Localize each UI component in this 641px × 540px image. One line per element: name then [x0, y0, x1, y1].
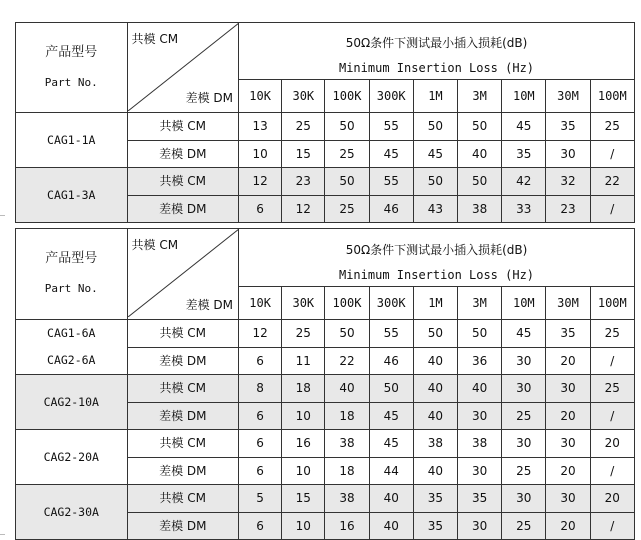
loss-value-cell: 44 — [369, 457, 413, 485]
loss-value-cell: 25 — [590, 375, 634, 403]
loss-value-cell: 25 — [325, 195, 369, 223]
loss-value-cell: 20 — [546, 347, 590, 375]
loss-value-cell: 46 — [369, 195, 413, 223]
loss-value-cell: 55 — [369, 168, 413, 196]
table-row — [16, 168, 635, 196]
loss-value-cell: 25 — [502, 402, 546, 430]
loss-value-cell: 55 — [369, 113, 413, 141]
loss-value-cell: 50 — [413, 168, 457, 196]
loss-value-cell: 30 — [546, 375, 590, 403]
loss-value-cell: 6 — [239, 430, 282, 458]
corner-cm-label: 共模 CM — [131, 238, 179, 252]
loss-value-cell: 35 — [502, 140, 546, 168]
loss-value-cell: 45 — [369, 402, 413, 430]
part-number-cell — [16, 430, 128, 485]
frequency-header-300k: 300K — [369, 80, 413, 113]
table-row — [16, 320, 635, 348]
loss-value-cell: 50 — [325, 320, 369, 348]
loss-value-cell: 25 — [502, 512, 546, 540]
frequency-header-30k: 30K — [282, 287, 325, 320]
part-number: CAG2-20A — [43, 450, 99, 464]
part-number-header-cn: 产品型号 — [45, 44, 98, 60]
part-number: CAG2-30A — [43, 505, 99, 519]
loss-value-cell: 45 — [502, 113, 546, 141]
mode-corner-header — [127, 23, 239, 113]
loss-value-cell: 50 — [413, 320, 457, 348]
loss-value-cell: 30 — [546, 140, 590, 168]
mode-dm-cell: 差模 DM — [127, 140, 239, 168]
loss-value-cell: 15 — [282, 485, 325, 513]
loss-value-cell: 38 — [458, 430, 502, 458]
loss-value-cell: 40 — [413, 347, 457, 375]
loss-value-cell: 50 — [458, 320, 502, 348]
part-number: CAG1-1A — [47, 133, 96, 147]
mode-dm-cell: 差模 DM — [127, 457, 239, 485]
loss-value-cell: 36 — [458, 347, 502, 375]
loss-value-cell: 35 — [458, 485, 502, 513]
frequency-header-1m: 1M — [413, 287, 457, 320]
edge-tick — [0, 215, 5, 216]
loss-value-cell: 10 — [239, 140, 282, 168]
loss-value-cell: 35 — [546, 113, 590, 141]
loss-value-cell: / — [590, 140, 634, 168]
part-number-cell — [16, 485, 128, 540]
frequency-header-100k: 100K — [325, 287, 369, 320]
loss-value-cell: 30 — [458, 402, 502, 430]
loss-value-cell: 45 — [369, 430, 413, 458]
part-number-cell — [16, 168, 128, 223]
frequency-header-30k: 30K — [282, 80, 325, 113]
part-number-header-cn: 产品型号 — [45, 251, 98, 266]
mode-cm-cell: 共模 CM — [127, 320, 239, 348]
table-row — [16, 485, 635, 513]
part-number-cell — [16, 320, 128, 375]
edge-tick — [0, 534, 5, 535]
loss-value-cell: 46 — [369, 347, 413, 375]
loss-value-cell: 38 — [325, 430, 369, 458]
loss-value-cell: 16 — [325, 512, 369, 540]
loss-value-cell: 38 — [413, 430, 457, 458]
insertion-loss-title-en: Minimum Insertion Loss (Hz) — [239, 265, 635, 287]
loss-value-cell: 11 — [282, 347, 325, 375]
loss-value-cell: 40 — [413, 375, 457, 403]
loss-value-cell: 38 — [458, 195, 502, 223]
loss-value-cell: 10 — [282, 402, 325, 430]
corner-dm-label: 差模 DM — [185, 298, 234, 312]
mode-dm-cell: 差模 DM — [127, 347, 239, 375]
loss-value-cell: 30 — [502, 347, 546, 375]
loss-value-cell: 45 — [369, 140, 413, 168]
loss-value-cell: 12 — [239, 168, 282, 196]
table-row — [16, 375, 635, 403]
loss-value-cell: 10 — [282, 512, 325, 540]
loss-value-cell: 6 — [239, 512, 282, 540]
loss-value-cell: 20 — [590, 485, 634, 513]
loss-value-cell: 30 — [458, 512, 502, 540]
loss-value-cell: 40 — [413, 457, 457, 485]
loss-value-cell: 30 — [502, 485, 546, 513]
frequency-header-100k: 100K — [325, 80, 369, 113]
loss-value-cell: 23 — [546, 195, 590, 223]
loss-value-cell: 20 — [546, 402, 590, 430]
loss-value-cell: 5 — [239, 485, 282, 513]
loss-value-cell: 20 — [546, 512, 590, 540]
loss-value-cell: 12 — [239, 320, 282, 348]
loss-value-cell: 30 — [458, 457, 502, 485]
loss-value-cell: 18 — [325, 402, 369, 430]
loss-value-cell: 50 — [369, 375, 413, 403]
insertion-loss-title-en: Minimum Insertion Loss (Hz) — [239, 58, 635, 80]
frequency-header-100m: 100M — [590, 80, 634, 113]
frequency-header-3m: 3M — [458, 287, 502, 320]
corner-dm-label: 差模 DM — [185, 91, 234, 105]
loss-value-cell: 38 — [325, 485, 369, 513]
loss-value-cell: 40 — [325, 375, 369, 403]
part-number: CAG2-10A — [43, 395, 99, 409]
frequency-header-300k: 300K — [369, 287, 413, 320]
mode-corner-header — [127, 229, 239, 320]
loss-value-cell: / — [590, 347, 634, 375]
loss-value-cell: / — [590, 195, 634, 223]
loss-value-cell: 30 — [546, 430, 590, 458]
frequency-header-30m: 30M — [546, 287, 590, 320]
part-number: CAG1-3A — [47, 188, 96, 202]
loss-value-cell: 22 — [590, 168, 634, 196]
mode-cm-cell: 共模 CM — [127, 430, 239, 458]
loss-value-cell: 23 — [282, 168, 325, 196]
loss-value-cell: 18 — [282, 375, 325, 403]
loss-value-cell: 15 — [282, 140, 325, 168]
loss-value-cell: 35 — [546, 320, 590, 348]
loss-value-cell: 55 — [369, 320, 413, 348]
loss-value-cell: 25 — [590, 113, 634, 141]
loss-value-cell: 25 — [590, 320, 634, 348]
loss-value-cell: 40 — [369, 512, 413, 540]
loss-value-cell: / — [590, 512, 634, 540]
loss-value-cell: 30 — [546, 485, 590, 513]
frequency-header-10m: 10M — [502, 287, 546, 320]
frequency-header-30m: 30M — [546, 80, 590, 113]
mode-cm-cell: 共模 CM — [127, 168, 239, 196]
loss-value-cell: 8 — [239, 375, 282, 403]
part-number-cell — [16, 375, 128, 430]
loss-value-cell: 50 — [413, 113, 457, 141]
loss-value-cell: 12 — [282, 195, 325, 223]
loss-value-cell: 35 — [413, 485, 457, 513]
part-number-header-en: Part No. — [44, 282, 98, 295]
frequency-header-10m: 10M — [502, 80, 546, 113]
loss-value-cell: 30 — [502, 375, 546, 403]
loss-value-cell: / — [590, 402, 634, 430]
mode-cm-cell: 共模 CM — [127, 113, 239, 141]
part-number: CAG2-6A — [47, 353, 96, 367]
loss-value-cell: 50 — [458, 168, 502, 196]
part-number-header — [16, 23, 128, 113]
loss-value-cell: 30 — [502, 430, 546, 458]
loss-value-cell: 16 — [282, 430, 325, 458]
loss-value-cell: 25 — [282, 320, 325, 348]
loss-value-cell: 32 — [546, 168, 590, 196]
frequency-header-1m: 1M — [413, 80, 457, 113]
frequency-header-10k: 10K — [239, 80, 282, 113]
loss-value-cell: 6 — [239, 457, 282, 485]
insertion-loss-table-1 — [15, 22, 635, 223]
loss-value-cell: 40 — [413, 402, 457, 430]
loss-value-cell: 25 — [282, 113, 325, 141]
part-number-header-en: Part No. — [44, 75, 98, 89]
loss-value-cell: 6 — [239, 195, 282, 223]
mode-dm-cell: 差模 DM — [127, 195, 239, 223]
loss-value-cell: 45 — [413, 140, 457, 168]
insertion-loss-table-2 — [15, 228, 635, 540]
loss-value-cell: 20 — [546, 457, 590, 485]
part-number: CAG1-6A — [47, 326, 96, 340]
loss-value-cell: 18 — [325, 457, 369, 485]
loss-value-cell: 50 — [458, 113, 502, 141]
loss-value-cell: 45 — [502, 320, 546, 348]
mode-dm-cell: 差模 DM — [127, 402, 239, 430]
part-number-header — [16, 229, 128, 320]
loss-value-cell: 22 — [325, 347, 369, 375]
loss-value-cell: 10 — [282, 457, 325, 485]
loss-value-cell: 20 — [590, 430, 634, 458]
table-row — [16, 430, 635, 458]
loss-value-cell: 40 — [369, 485, 413, 513]
corner-cm-label: 共模 CM — [131, 32, 179, 46]
loss-value-cell: 35 — [413, 512, 457, 540]
loss-value-cell: 42 — [502, 168, 546, 196]
frequency-header-100m: 100M — [590, 287, 634, 320]
insertion-loss-title-cn: 50Ω条件下测试最小插入损耗(dB) — [239, 23, 635, 58]
loss-value-cell: 50 — [325, 113, 369, 141]
loss-value-cell: 40 — [458, 375, 502, 403]
loss-value-cell: / — [590, 457, 634, 485]
loss-value-cell: 13 — [239, 113, 282, 141]
loss-value-cell: 6 — [239, 402, 282, 430]
loss-value-cell: 6 — [239, 347, 282, 375]
table-row — [16, 113, 635, 141]
loss-value-cell: 25 — [502, 457, 546, 485]
insertion-loss-title-cn: 50Ω条件下测试最小插入损耗(dB) — [239, 229, 635, 265]
mode-cm-cell: 共模 CM — [127, 485, 239, 513]
part-number-cell — [16, 113, 128, 168]
loss-value-cell: 33 — [502, 195, 546, 223]
frequency-header-3m: 3M — [458, 80, 502, 113]
loss-value-cell: 50 — [325, 168, 369, 196]
frequency-header-10k: 10K — [239, 287, 282, 320]
loss-value-cell: 43 — [413, 195, 457, 223]
mode-cm-cell: 共模 CM — [127, 375, 239, 403]
loss-value-cell: 25 — [325, 140, 369, 168]
mode-dm-cell: 差模 DM — [127, 512, 239, 540]
loss-value-cell: 40 — [458, 140, 502, 168]
